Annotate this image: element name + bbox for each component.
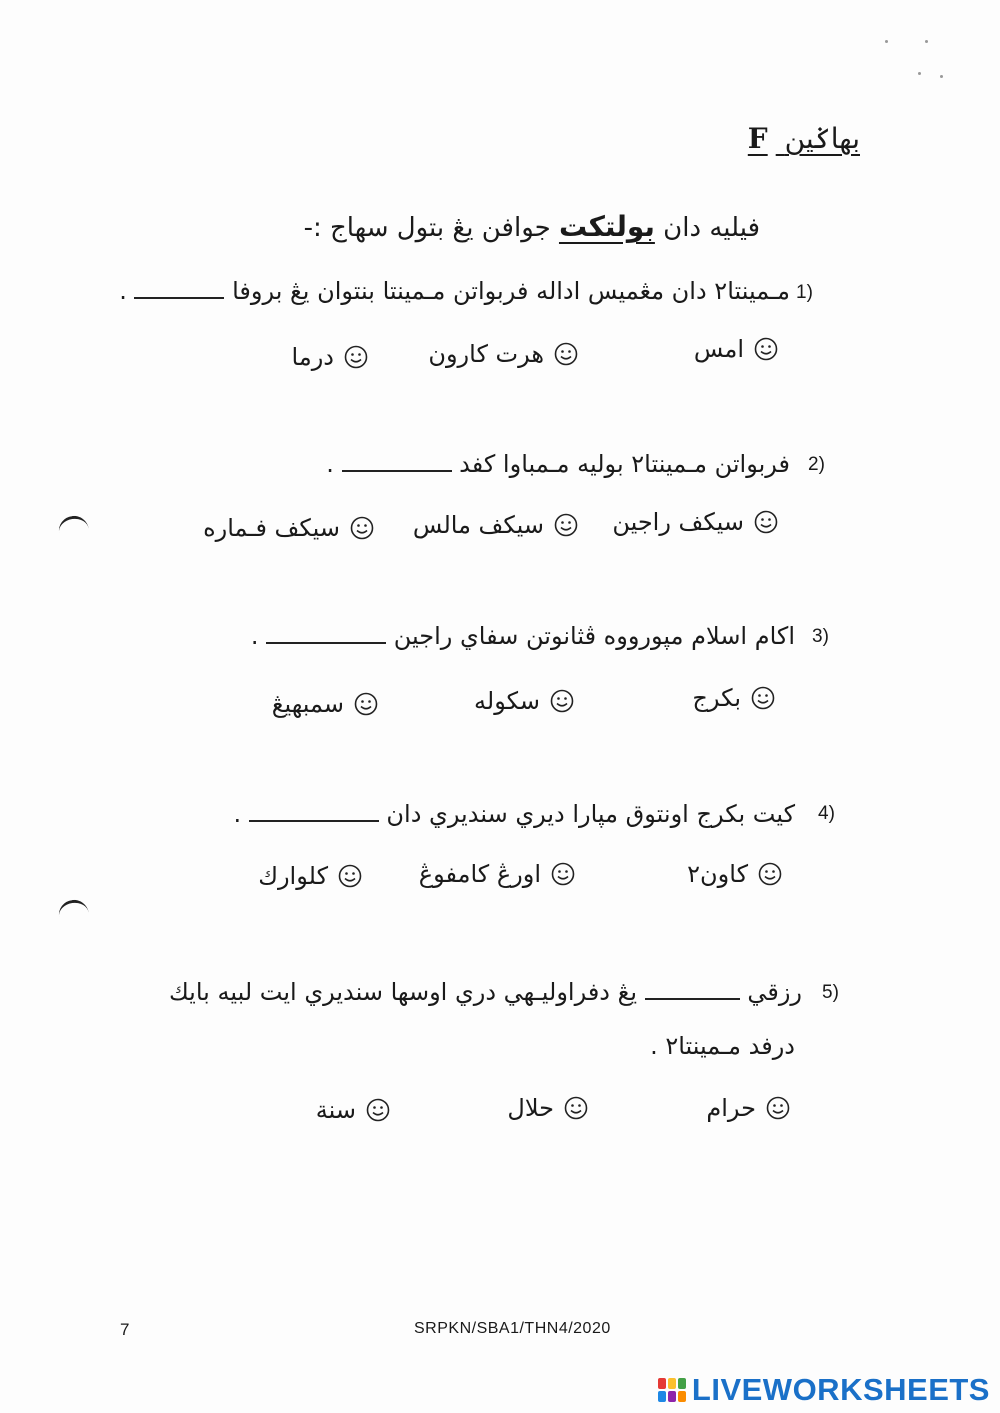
smiley-icon [758, 862, 782, 886]
question-text-line: كيت بكرج اونتوق مپارا ديري سنديري دان [386, 800, 795, 828]
section-title-text: بهاݢين [784, 122, 860, 155]
option-label: درما [291, 343, 334, 371]
question-text-line: يڠ دفراوليـهي دري اوسها سنديري ايت لبيه بايك [168, 978, 638, 1006]
smiley-icon [338, 864, 362, 888]
section-letter: F [747, 122, 768, 155]
question-text [119, 273, 790, 305]
smiley-icon [751, 686, 775, 710]
question-number: 4) [818, 803, 835, 824]
document-code: SRPKN/SBA1/THN4/2020 [414, 1320, 611, 1337]
option-choice[interactable] [706, 1094, 790, 1122]
question-text [251, 618, 795, 650]
question-text [326, 446, 790, 478]
option-choice[interactable] [258, 862, 362, 890]
option-label: بكرج [692, 684, 741, 712]
option-label: سنة [315, 1096, 356, 1124]
scan-speck [940, 75, 943, 78]
smiley-icon [754, 510, 778, 534]
option-label: سيكف فـماره [203, 514, 340, 542]
option-label: هرت كارون [428, 340, 544, 368]
option-choice[interactable] [272, 690, 378, 718]
logo-block [658, 1378, 666, 1389]
answer-blank[interactable] [645, 974, 740, 1000]
smiley-icon [354, 692, 378, 716]
question-text-continuation: درفد مـمينتا٢ . [650, 1032, 795, 1060]
logo-block [668, 1391, 676, 1402]
option-label: كاون٢ [687, 860, 748, 888]
smiley-icon [554, 513, 578, 537]
question-number: 3) [812, 626, 829, 647]
question-text-line: اكام اسلام مپورووه ڤثانوتن سفاي راجين [393, 622, 795, 650]
question-text-line: مـمينتا٢ دان مڠميس اداله فربواتن مـمينتا بنتوان يڠ بروفا [232, 277, 790, 305]
scan-speck [925, 40, 928, 43]
option-choice[interactable] [692, 684, 775, 712]
instruction-highlight: بولتكت [558, 210, 655, 243]
question-end-punct: . [326, 450, 334, 478]
option-label: سيكف راجين [612, 508, 744, 536]
option-choice[interactable] [687, 860, 782, 888]
option-choice[interactable] [507, 1094, 588, 1122]
question-number: 5) [822, 982, 839, 1003]
smiley-icon [554, 342, 578, 366]
question-text [169, 974, 802, 1006]
option-choice[interactable] [316, 1096, 390, 1124]
option-choice[interactable] [292, 343, 368, 371]
logo-block [658, 1391, 666, 1402]
option-choice[interactable] [413, 511, 578, 539]
question-number: 1) [796, 282, 813, 303]
brand-text: LIVEWORKSHEETS [691, 1372, 990, 1407]
option-choice[interactable] [694, 335, 778, 363]
smiley-icon [344, 345, 368, 369]
smiley-icon [766, 1096, 790, 1120]
logo-block [678, 1391, 686, 1402]
binder-hole-mark [57, 898, 89, 919]
smiley-icon [551, 862, 575, 886]
option-choice[interactable] [203, 514, 374, 542]
question-end-punct: . [119, 277, 127, 305]
question-text-line: رزقي [747, 978, 802, 1006]
option-choice[interactable] [428, 340, 578, 368]
option-choice[interactable] [419, 860, 575, 888]
smiley-icon [564, 1096, 588, 1120]
option-label: سمبهيڠ [271, 690, 344, 718]
answer-blank[interactable] [342, 446, 452, 472]
question-end-punct: . [233, 800, 242, 828]
option-label: حلال [507, 1094, 554, 1122]
answer-blank[interactable] [134, 273, 224, 299]
option-choice[interactable] [612, 508, 778, 536]
option-label: كلوارك [258, 862, 328, 890]
logo-block [678, 1378, 686, 1389]
liveworksheets-brand[interactable] [658, 1372, 990, 1408]
option-label: سيكف مالس [412, 511, 544, 539]
option-label: اورڠ كامفوڠ [418, 860, 541, 888]
scan-speck [918, 72, 921, 75]
smiley-icon [754, 337, 778, 361]
smiley-icon [366, 1098, 390, 1122]
smiley-icon [350, 516, 374, 540]
option-label: سكوله [474, 687, 540, 715]
option-label: حرام [706, 1094, 756, 1122]
answer-blank[interactable] [266, 618, 386, 644]
logo-block [668, 1378, 676, 1389]
question-number: 2) [808, 454, 825, 475]
instruction-text-after: جوافن يڠ بتول سهاج :- [303, 213, 551, 243]
instruction [304, 210, 760, 243]
question-text [234, 796, 796, 828]
liveworksheets-logo-icon [658, 1378, 688, 1402]
option-label: امس [693, 335, 744, 363]
page-number: 7 [120, 1320, 130, 1339]
smiley-icon [550, 689, 574, 713]
instruction-text-before: فيليه دان [663, 213, 760, 243]
question-end-punct: . [250, 622, 259, 650]
answer-blank[interactable] [249, 796, 379, 822]
scan-speck [885, 40, 888, 43]
section-title [748, 122, 860, 155]
binder-hole-mark [57, 514, 89, 535]
question-text-line: فربواتن مـمينتا٢ بوليه مـمباوا كفد [459, 450, 790, 478]
option-choice[interactable] [474, 687, 574, 715]
